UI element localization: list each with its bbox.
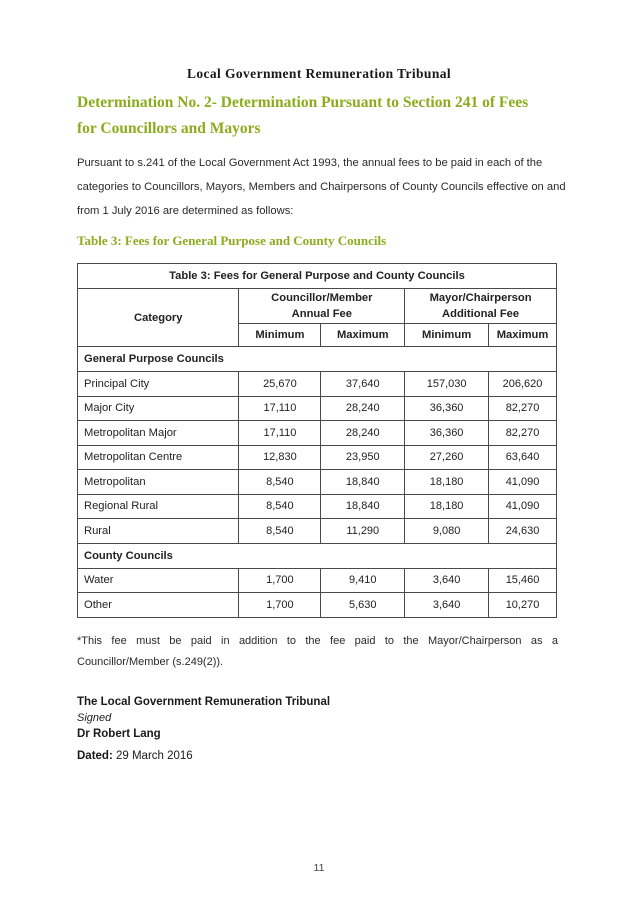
cell-mayor-max: 41,090 [489, 470, 557, 495]
cell-councillor-min: 8,540 [239, 519, 321, 544]
header-mayor-fee [405, 289, 557, 324]
table-row [78, 519, 557, 544]
section-general-purpose: General Purpose Councils [78, 347, 557, 372]
subheader-mayor-max: Maximum [489, 324, 557, 347]
table-row [78, 396, 557, 421]
cell-councillor-max: 37,640 [321, 372, 405, 397]
table-row [78, 568, 557, 593]
cell-councillor-min: 1,700 [239, 568, 321, 593]
header-category: Category [78, 289, 239, 347]
cell-councillor-max: 11,290 [321, 519, 405, 544]
cell-category: Other [78, 593, 239, 618]
title-line-1: Determination No. 2- Determination Pursuant to Section 241 of Fees [77, 94, 529, 111]
table-row [78, 470, 557, 495]
section-row-general [78, 347, 557, 372]
cell-councillor-max: 9,410 [321, 568, 405, 593]
cell-category: Regional Rural [78, 494, 239, 519]
table-caption: Table 3: Fees for General Purpose and County Councils [77, 233, 387, 248]
table-header-row [78, 289, 557, 324]
cell-councillor-min: 12,830 [239, 445, 321, 470]
cell-mayor-min: 36,360 [405, 421, 489, 446]
cell-category: Major City [78, 396, 239, 421]
intro-paragraph: Pursuant to s.241 of the Local Government Act 1993, the annual fees to be paid in each of the categories to Councillors, Mayors, Members and Chairpersons of County Councils effective on and from 1 July 2016 are determined as follows: [77, 157, 566, 217]
cell-mayor-max: 82,270 [489, 396, 557, 421]
cell-councillor-min: 8,540 [239, 470, 321, 495]
cell-councillor-max: 18,840 [321, 494, 405, 519]
cell-category: Metropolitan Centre [78, 445, 239, 470]
cell-category: Water [78, 568, 239, 593]
signature-block [77, 694, 330, 764]
subheader-mayor-min: Minimum [405, 324, 489, 347]
table-row [78, 494, 557, 519]
page-number: 11 [313, 862, 325, 874]
signature-name: Dr Robert Lang [77, 728, 161, 740]
cell-mayor-max: 24,630 [489, 519, 557, 544]
cell-category: Metropolitan Major [78, 421, 239, 446]
cell-mayor-max: 15,460 [489, 568, 557, 593]
table-caption-row [78, 264, 557, 289]
cell-mayor-max: 206,620 [489, 372, 557, 397]
section-row-county [78, 543, 557, 568]
cell-mayor-min: 18,180 [405, 494, 489, 519]
cell-mayor-max: 10,270 [489, 593, 557, 618]
fees-table [77, 263, 557, 618]
cell-councillor-max: 23,950 [321, 445, 405, 470]
table-row [78, 421, 557, 446]
signature-dated [77, 748, 330, 764]
header-mayor-line-2: Additional Fee [442, 308, 520, 320]
cell-mayor-max: 82,270 [489, 421, 557, 446]
table-row [78, 445, 557, 470]
cell-councillor-max: 28,240 [321, 421, 405, 446]
cell-mayor-min: 3,640 [405, 593, 489, 618]
title-line-2: for Councillors and Mayors [77, 120, 261, 137]
footnote: *This fee must be paid in addition to the fee paid to the Mayor/Chairperson as a Councillor/Member (s.249(2)). [77, 635, 558, 668]
determination-title [77, 90, 577, 142]
cell-councillor-min: 25,670 [239, 372, 321, 397]
cell-mayor-min: 36,360 [405, 396, 489, 421]
cell-mayor-min: 18,180 [405, 470, 489, 495]
cell-councillor-min: 17,110 [239, 421, 321, 446]
table-row [78, 593, 557, 618]
cell-mayor-max: 41,090 [489, 494, 557, 519]
header-councillor-line-2: Annual Fee [291, 308, 352, 320]
cell-councillor-min: 17,110 [239, 396, 321, 421]
cell-category: Principal City [78, 372, 239, 397]
cell-mayor-min: 9,080 [405, 519, 489, 544]
header-mayor-line-1: Mayor/Chairperson [429, 292, 532, 304]
signature-signed: Signed [77, 712, 112, 724]
table-row [78, 372, 557, 397]
dated-label: Dated: [77, 750, 113, 762]
cell-category: Rural [78, 519, 239, 544]
cell-councillor-min: 8,540 [239, 494, 321, 519]
cell-councillor-min: 1,700 [239, 593, 321, 618]
cell-mayor-min: 27,260 [405, 445, 489, 470]
subheader-councillor-max: Maximum [321, 324, 405, 347]
cell-councillor-max: 5,630 [321, 593, 405, 618]
dated-value: 29 March 2016 [115, 750, 193, 762]
header-councillor-line-1: Councillor/Member [271, 292, 373, 304]
table-caption-cell: Table 3: Fees for General Purpose and County Councils [78, 264, 557, 289]
cell-mayor-min: 157,030 [405, 372, 489, 397]
header-councillor-fee [239, 289, 405, 324]
cell-councillor-max: 28,240 [321, 396, 405, 421]
cell-councillor-max: 18,840 [321, 470, 405, 495]
document-header: Local Government Remuneration Tribunal [186, 66, 452, 81]
cell-mayor-min: 3,640 [405, 568, 489, 593]
section-county-councils: County Councils [78, 543, 557, 568]
signature-org: The Local Government Remuneration Tribunal [77, 696, 331, 708]
cell-mayor-max: 63,640 [489, 445, 557, 470]
subheader-councillor-min: Minimum [239, 324, 321, 347]
cell-category: Metropolitan [78, 470, 239, 495]
